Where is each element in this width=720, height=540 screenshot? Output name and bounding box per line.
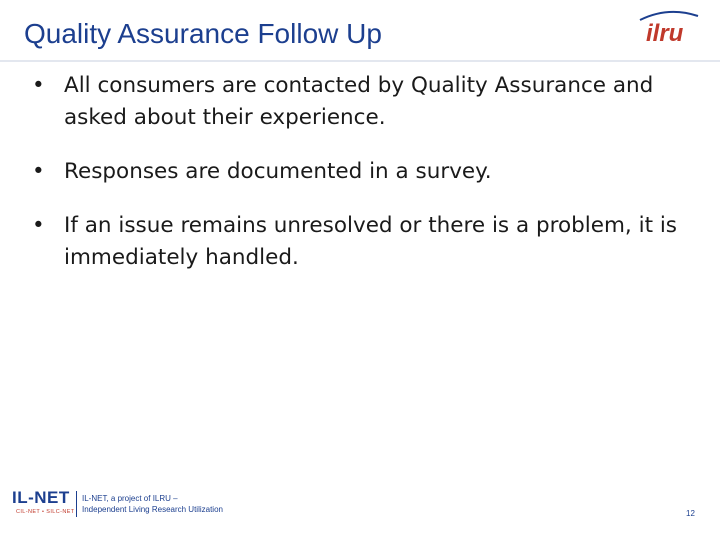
page-number: 12: [686, 509, 695, 518]
bullet-text: If an issue remains unresolved or there is a problem, it is immediately handled.: [64, 213, 678, 270]
title-divider: [0, 60, 720, 62]
bullet-marker: •: [32, 159, 45, 184]
footer-tagline: IL-NET, a project of ILRU –: [82, 494, 178, 503]
bullet-text: Responses are documented in a survey.: [64, 159, 492, 184]
bullet-item: [30, 70, 690, 134]
bullet-list: [30, 70, 690, 274]
bullet-marker: •: [32, 213, 45, 238]
bullet-marker: •: [32, 73, 45, 98]
footer-tagline: Independent Living Research Utilization: [82, 505, 223, 514]
il-net-subnets: CIL-NET • SILC-NET: [16, 509, 75, 515]
ilru-logo: [632, 8, 704, 48]
footer-divider: [76, 491, 77, 517]
il-net-logo: IL-NET: [12, 488, 70, 507]
slide-title: Quality Assurance Follow Up: [24, 18, 382, 49]
bullet-text: All consumers are contacted by Quality Assurance and asked about their experience.: [64, 73, 654, 130]
bullet-item: [30, 210, 690, 274]
ilru-logo-text: ilru: [646, 20, 684, 47]
bullet-item: [30, 156, 690, 188]
